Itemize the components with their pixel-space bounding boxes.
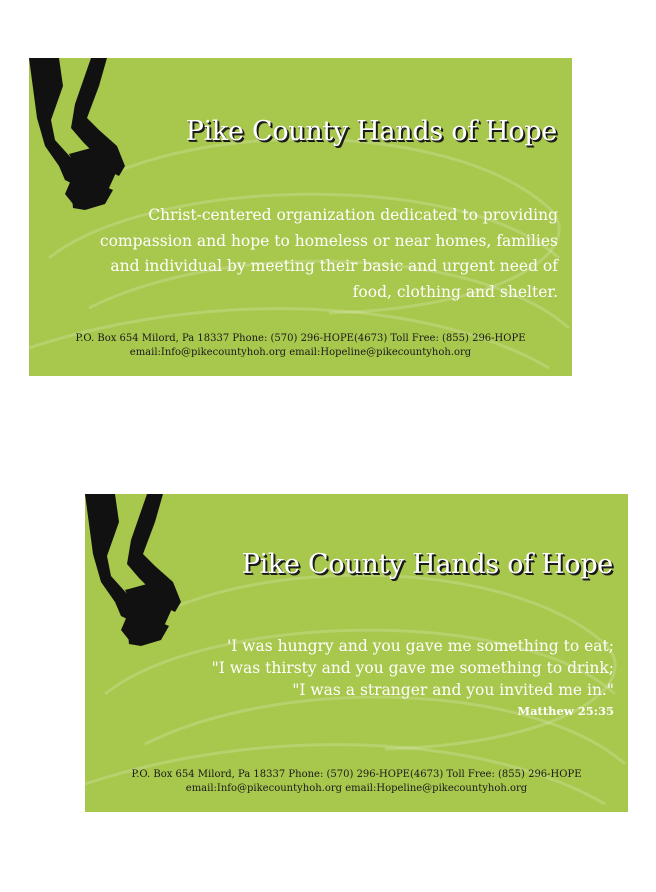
quote-line: "I was thirsty and you gave me something to drink; bbox=[211, 659, 614, 677]
quote-line: "I was a stranger and you invited me in." bbox=[292, 681, 614, 699]
business-card-front bbox=[29, 58, 572, 376]
mission-line: Christ-centered organization dedicated to providing bbox=[148, 206, 558, 224]
contact-address-phone: P.O. Box 654 Milord, Pa 18337 Phone: (570) 296-HOPE(4673) Toll Free: (855) 296-HOPE bbox=[75, 333, 526, 344]
quote-line: 'I was hungry and you gave me something to eat; bbox=[226, 637, 614, 655]
card-title: Pike County Hands of Hope bbox=[241, 549, 613, 580]
contact-address-phone: P.O. Box 654 Milord, Pa 18337 Phone: (570) 296-HOPE(4673) Toll Free: (855) 296-HOPE bbox=[131, 769, 582, 780]
scripture-quote bbox=[212, 635, 614, 721]
contact-info bbox=[85, 768, 628, 795]
quote-reference: Matthew 25:35 bbox=[517, 704, 614, 718]
mission-line: compassion and hope to homeless or near homes, families bbox=[99, 231, 558, 250]
mission-line: and individual by meeting their basic and urgent need of bbox=[110, 257, 558, 275]
mission-statement bbox=[100, 203, 558, 305]
card-title: Pike County Hands of Hope bbox=[185, 116, 557, 147]
holding-hands-logo bbox=[85, 494, 225, 654]
contact-info bbox=[29, 332, 572, 359]
business-card-back bbox=[85, 494, 628, 812]
holding-hands-logo bbox=[29, 58, 169, 218]
mission-line: food, clothing and shelter. bbox=[352, 282, 558, 301]
contact-emails: email:Info@pikecountyhoh.org email:Hopeline@pikecountyhoh.org bbox=[129, 346, 472, 358]
contact-emails: email:Info@pikecountyhoh.org email:Hopeline@pikecountyhoh.org bbox=[185, 782, 528, 794]
